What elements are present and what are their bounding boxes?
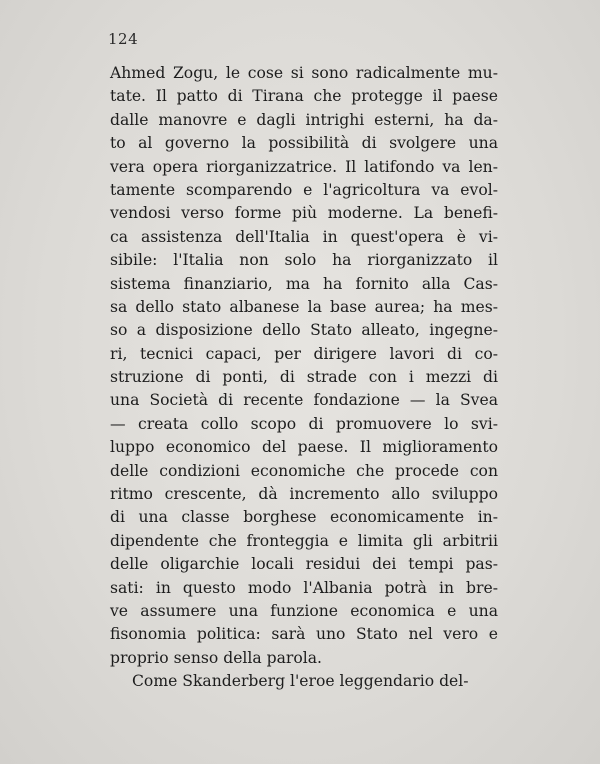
text-line: Ahmed Zogu, le cose si sono radicalmente mu- xyxy=(110,64,498,82)
paragraph-start-line: Come Skanderberg l'eroe leggendario del- xyxy=(132,672,469,691)
text-line: to al governo la possibilità di svolgere una xyxy=(110,134,498,153)
text-line: una Società di recente fondazione — la Svea xyxy=(110,391,498,410)
text-line: di una classe borghese economicamente in- xyxy=(110,508,498,527)
text-line: dalle manovre e dagli intrighi esterni, ha da- xyxy=(110,110,498,129)
text-line: sistema finanziario, ma ha fornito alla Cas- xyxy=(110,274,498,293)
text-line: fisonomia politica: sarà uno Stato nel vero e xyxy=(110,625,498,644)
text-line: delle condizioni economiche che procede con xyxy=(110,461,498,480)
text-line: tamente scomparendo e l'agricoltura va evol- xyxy=(110,180,498,199)
text-line: ca assistenza dell'Italia in quest'opera è vi- xyxy=(110,227,498,246)
text-line: sa dello stato albanese la base aurea; ha mes- xyxy=(110,297,498,316)
paragraph-end-line: proprio senso della parola. xyxy=(110,648,323,667)
text-line: vera opera riorganizzatrice. Il latifondo va len- xyxy=(110,157,498,176)
text-line: ve assumere una funzione economica e una xyxy=(110,601,498,620)
text-line: delle oligarchie locali residui dei tempi pas- xyxy=(110,555,498,574)
text-line: — creata collo scopo di promuovere lo svi- xyxy=(110,414,498,433)
text-line: ri, tecnici capaci, per dirigere lavori di co- xyxy=(110,344,498,363)
text-line: dipendente che fronteggia e limita gli arbitrii xyxy=(110,531,498,550)
text-line: ritmo crescente, dà incremento allo sviluppo xyxy=(110,485,498,504)
text-line: tate. Il patto di Tirana che protegge il paese xyxy=(110,87,498,106)
text-line: sati: in questo modo l'Albania potrà in bre- xyxy=(110,578,498,597)
text-line: luppo economico del paese. Il miglioramento xyxy=(110,438,498,457)
text-line: sibile: l'Italia non solo ha riorganizzato il xyxy=(110,251,498,270)
body-text xyxy=(110,62,498,694)
text-line: vendosi verso forme più moderne. La benefi- xyxy=(110,204,498,223)
text-line: struzione di ponti, di strade con i mezzi di xyxy=(110,368,498,387)
page-number: 124 xyxy=(108,30,139,48)
text-line: so a disposizione dello Stato alleato, ingegne- xyxy=(110,321,498,340)
